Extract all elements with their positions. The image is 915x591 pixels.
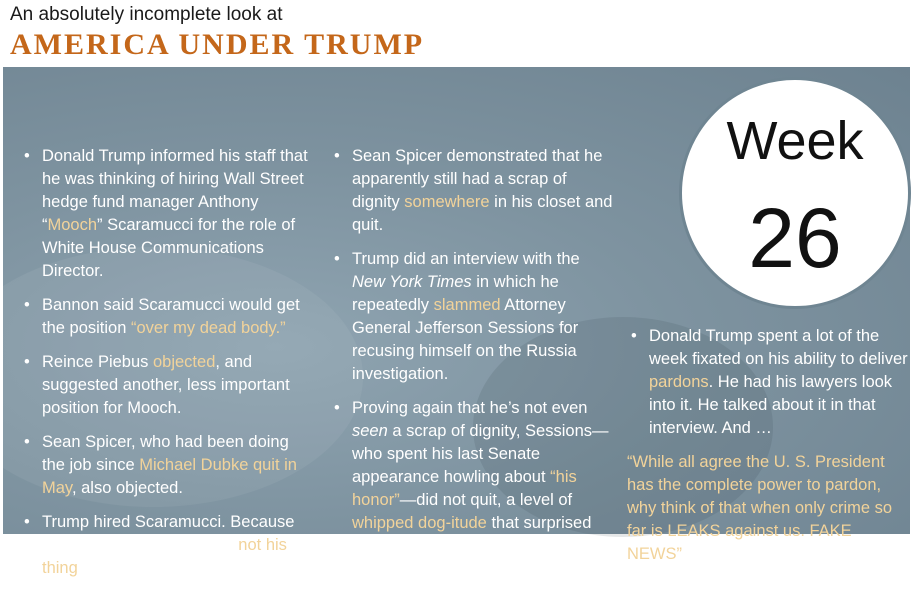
link[interactable]: Mooch xyxy=(47,216,98,234)
bullet-item: • Sean Spicer demonstrated that he apparently still had a scrap of dignity somewhere in his closet and quit. xyxy=(334,147,613,234)
intro-text: An absolutely incomplete look at xyxy=(10,4,283,25)
column-1 xyxy=(16,145,316,591)
column-3 xyxy=(623,325,908,452)
bullet-item: • Trump hired Scaramucci. Because listening to other people is not his thing. Especially his advisers. xyxy=(24,513,295,577)
bullet-item: • Bannon said Scaramucci would get the position “over my dead body.” xyxy=(24,296,300,337)
week-label: Week xyxy=(726,111,864,171)
link[interactable]: slammed xyxy=(433,296,501,314)
column-2 xyxy=(326,145,616,569)
bullet-item: • Donald Trump spent a lot of the week fixated on his ability to deliver pardons. He had his lawyers look into it. He talked about it in that interview. And … xyxy=(631,327,908,437)
week-badge xyxy=(679,77,911,309)
bullet-item: • Reince Piebus objected, and suggested another, less important position for Mooch. xyxy=(24,353,290,417)
week-number: 26 xyxy=(748,191,842,285)
link[interactable]: pardons xyxy=(649,373,709,391)
link[interactable]: not his thing xyxy=(42,536,287,577)
bullet-item: • Trump did an interview with the New York Times in which he repeatedly slammed Attorney General Jefferson Sessions for recusing himself on the Russia investigation. xyxy=(334,250,580,383)
bullet-item: • Proving again that he’s not even seen a scrap of dignity, Sessions—who spent his last Senate appearance howling about “his honor”—did not quit, a level of whipped dog-itude that surprised even other Trump staffers. xyxy=(334,399,609,555)
bullet-item: • Sean Spicer, who had been doing the job since Michael Dubke quit in May, also objected. xyxy=(24,433,297,497)
link[interactable]: whipped dog-itude xyxy=(352,514,487,532)
link[interactable]: “over my dead body.” xyxy=(130,319,286,337)
link[interactable]: Michael Dubke quit in May xyxy=(42,456,297,497)
link[interactable]: “his honor” xyxy=(352,468,577,509)
content-panel xyxy=(3,67,910,577)
link[interactable]: objected xyxy=(152,353,216,371)
bullet-item: • Donald Trump informed his staff that he was thinking of hiring Wall Street hedge fund manager Anthony “Mooch” Scaramucci for the role of White House Communications Director. xyxy=(24,147,308,280)
headline: AMERICA UNDER TRUMP xyxy=(10,28,425,61)
tweet-quote: “While all agree the U. S. President has the complete power to pardon, why think of that when only crime so far is LEAKS against us. FAKE NEWS” xyxy=(627,453,893,563)
link[interactable]: somewhere xyxy=(404,193,490,211)
